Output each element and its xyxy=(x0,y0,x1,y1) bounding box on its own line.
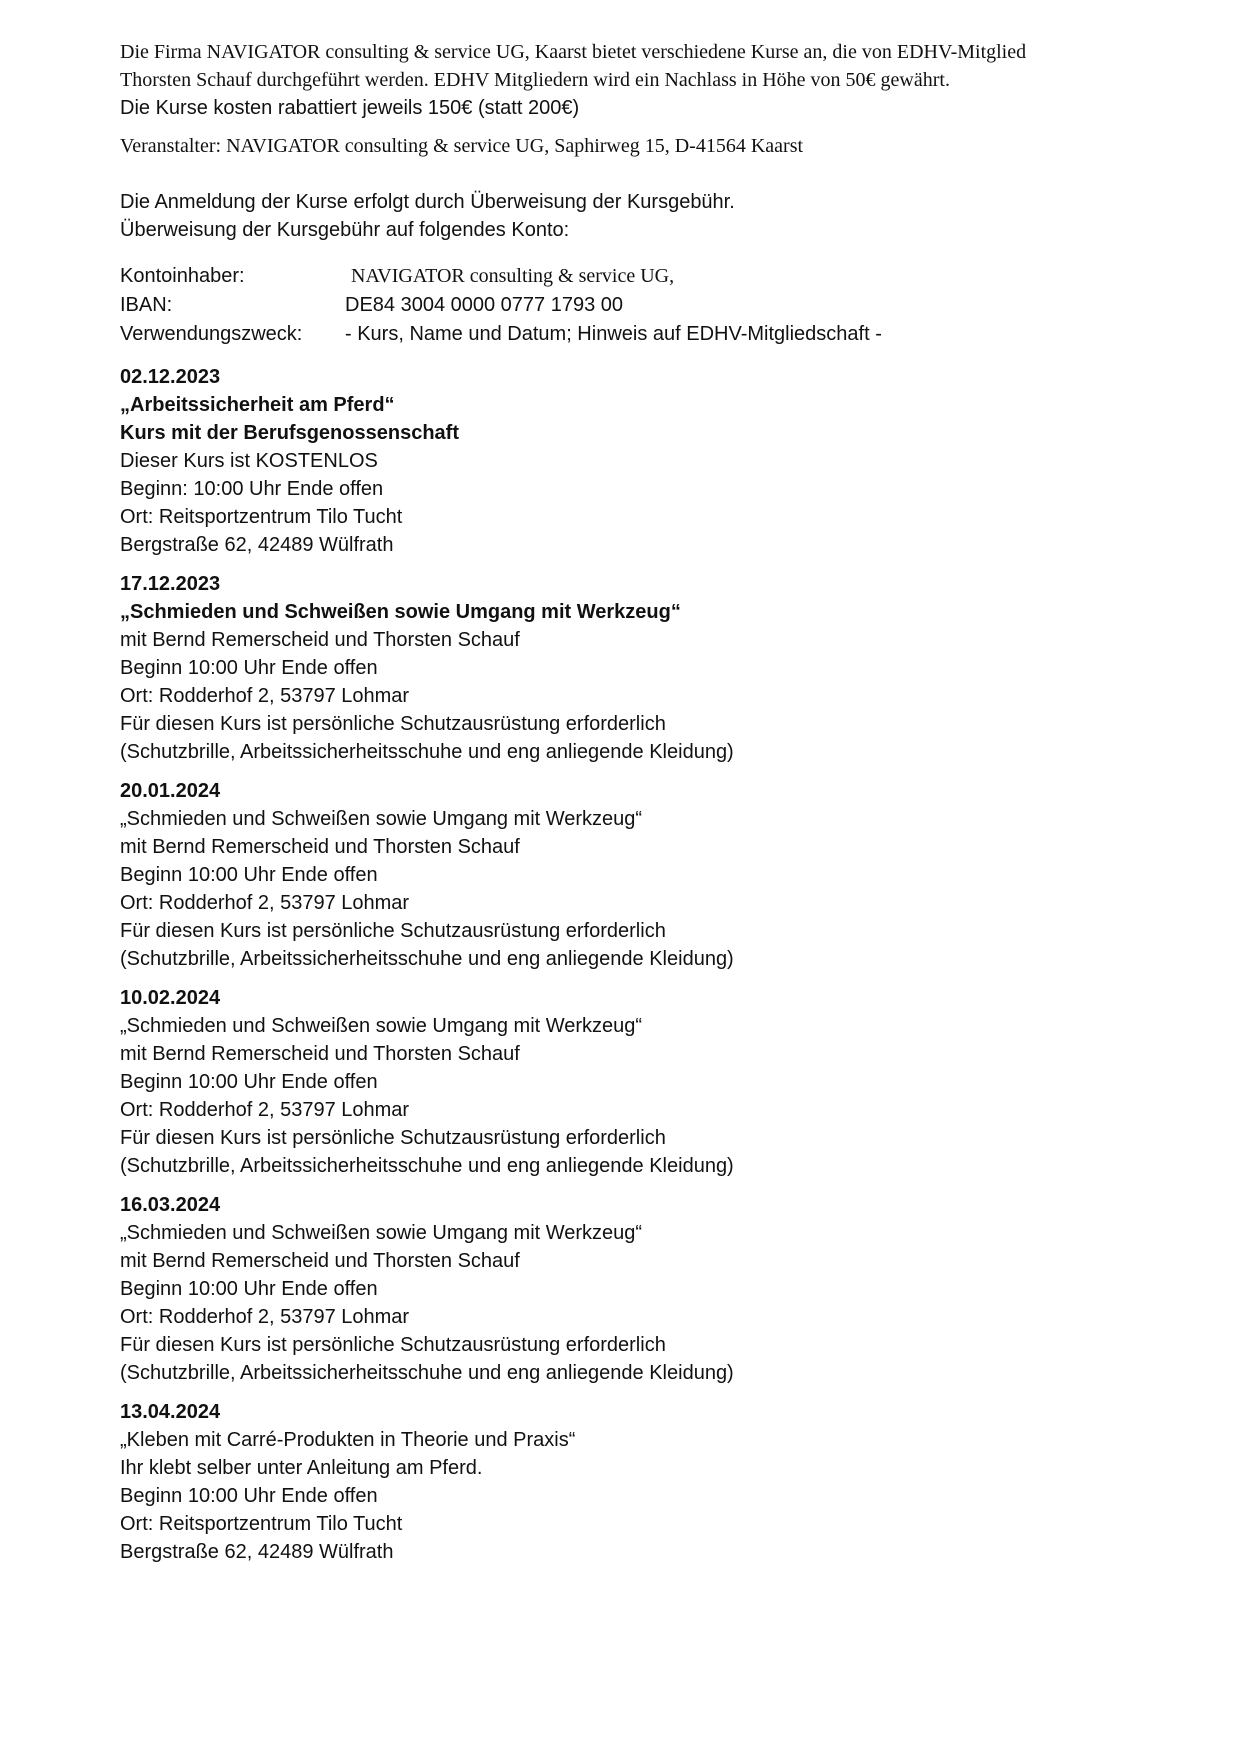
course-title: „Schmieden und Schweißen sowie Umgang mit Werkzeug“ xyxy=(120,1015,643,1037)
course-item xyxy=(120,363,1160,559)
intro-line-1: Die Firma NAVIGATOR consulting & service UG, Kaarst bietet verschiedene Kurse an, die von EDHV-Mitglied xyxy=(120,41,1027,63)
course-title: „Arbeitssicherheit am Pferd“ xyxy=(120,394,395,416)
organizer-line: Veranstalter: NAVIGATOR consulting & service UG, Saphirweg 15, D-41564 Kaarst xyxy=(120,135,804,157)
course-detail: Beginn 10:00 Uhr Ende offen xyxy=(120,657,378,679)
course-date: 16.03.2024 xyxy=(120,1194,221,1216)
course-detail: Ort: Reitsportzentrum Tilo Tucht xyxy=(120,506,403,528)
course-date: 20.01.2024 xyxy=(120,780,221,802)
course-title: „Schmieden und Schweißen sowie Umgang mit Werkzeug“ xyxy=(120,1222,643,1244)
purpose-value: - Kurs, Name und Datum; Hinweis auf EDHV-Mitgliedschaft - xyxy=(345,323,882,345)
intro-line-3: Die Kurse kosten rabattiert jeweils 150€ (statt 200€) xyxy=(120,97,580,119)
intro-line-2: Thorsten Schauf durchgeführt werden. EDHV Mitgliedern wird ein Nachlass in Höhe von 50€ gewährt. xyxy=(120,69,950,91)
course-date: 17.12.2023 xyxy=(120,573,221,595)
purpose-label: Verwendungszweck: xyxy=(120,323,303,345)
course-detail: Für diesen Kurs ist persönliche Schutzausrüstung erforderlich xyxy=(120,713,666,735)
course-detail: mit Bernd Remerscheid und Thorsten Schauf xyxy=(120,1043,520,1065)
registration-paragraph xyxy=(120,188,1160,244)
course-date: 10.02.2024 xyxy=(120,987,221,1009)
course-detail: Beginn 10:00 Uhr Ende offen xyxy=(120,1278,378,1300)
registration-line-2: Überweisung der Kursgebühr auf folgendes Konto: xyxy=(120,219,570,241)
bank-details xyxy=(120,262,1160,349)
course-detail: Für diesen Kurs ist persönliche Schutzausrüstung erforderlich xyxy=(120,920,666,942)
course-detail: Für diesen Kurs ist persönliche Schutzausrüstung erforderlich xyxy=(120,1127,666,1149)
course-detail: (Schutzbrille, Arbeitssicherheitsschuhe und eng anliegende Kleidung) xyxy=(120,1362,734,1384)
course-detail: Ort: Rodderhof 2, 53797 Lohmar xyxy=(120,1306,410,1328)
course-title: „Kleben mit Carré-Produkten in Theorie und Praxis“ xyxy=(120,1429,576,1451)
course-detail: Ort: Rodderhof 2, 53797 Lohmar xyxy=(120,892,410,914)
intro-paragraph xyxy=(120,38,1160,122)
course-detail: mit Bernd Remerscheid und Thorsten Schauf xyxy=(120,629,520,651)
course-detail: Bergstraße 62, 42489 Wülfrath xyxy=(120,534,394,556)
iban-value: DE84 3004 0000 0777 1793 00 xyxy=(345,294,624,316)
course-item xyxy=(120,1398,1160,1566)
course-detail: mit Bernd Remerscheid und Thorsten Schauf xyxy=(120,1250,520,1272)
course-detail: Ort: Rodderhof 2, 53797 Lohmar xyxy=(120,1099,410,1121)
course-detail: (Schutzbrille, Arbeitssicherheitsschuhe und eng anliegende Kleidung) xyxy=(120,1155,734,1177)
course-list xyxy=(120,363,1160,1566)
course-detail: (Schutzbrille, Arbeitssicherheitsschuhe und eng anliegende Kleidung) xyxy=(120,741,734,763)
course-detail: (Schutzbrille, Arbeitssicherheitsschuhe und eng anliegende Kleidung) xyxy=(120,948,734,970)
course-detail: Ihr klebt selber unter Anleitung am Pferd. xyxy=(120,1457,483,1479)
course-detail: Beginn 10:00 Uhr Ende offen xyxy=(120,1485,378,1507)
course-detail: Beginn: 10:00 Uhr Ende offen xyxy=(120,478,384,500)
account-holder-value: NAVIGATOR consulting & service UG, xyxy=(351,265,675,287)
course-item xyxy=(120,777,1160,973)
document-page xyxy=(120,38,1160,1577)
account-holder-label: Kontoinhaber: xyxy=(120,265,245,287)
course-date: 13.04.2024 xyxy=(120,1401,221,1423)
course-detail: Beginn 10:00 Uhr Ende offen xyxy=(120,864,378,886)
course-detail: mit Bernd Remerscheid und Thorsten Schauf xyxy=(120,836,520,858)
iban-label: IBAN: xyxy=(120,294,173,316)
course-detail: Beginn 10:00 Uhr Ende offen xyxy=(120,1071,378,1093)
course-date: 02.12.2023 xyxy=(120,366,221,388)
course-detail: Dieser Kurs ist KOSTENLOS xyxy=(120,450,378,472)
course-subtitle: Kurs mit der Berufsgenossenschaft xyxy=(120,422,459,444)
course-detail: Bergstraße 62, 42489 Wülfrath xyxy=(120,1541,394,1563)
course-item xyxy=(120,1191,1160,1387)
course-detail: Für diesen Kurs ist persönliche Schutzausrüstung erforderlich xyxy=(120,1334,666,1356)
course-title: „Schmieden und Schweißen sowie Umgang mit Werkzeug“ xyxy=(120,808,643,830)
registration-line-1: Die Anmeldung der Kurse erfolgt durch Überweisung der Kursgebühr. xyxy=(120,191,735,213)
course-item xyxy=(120,984,1160,1180)
course-title: „Schmieden und Schweißen sowie Umgang mit Werkzeug“ xyxy=(120,601,681,623)
course-detail: Ort: Reitsportzentrum Tilo Tucht xyxy=(120,1513,403,1535)
course-detail: Ort: Rodderhof 2, 53797 Lohmar xyxy=(120,685,410,707)
course-item xyxy=(120,570,1160,766)
